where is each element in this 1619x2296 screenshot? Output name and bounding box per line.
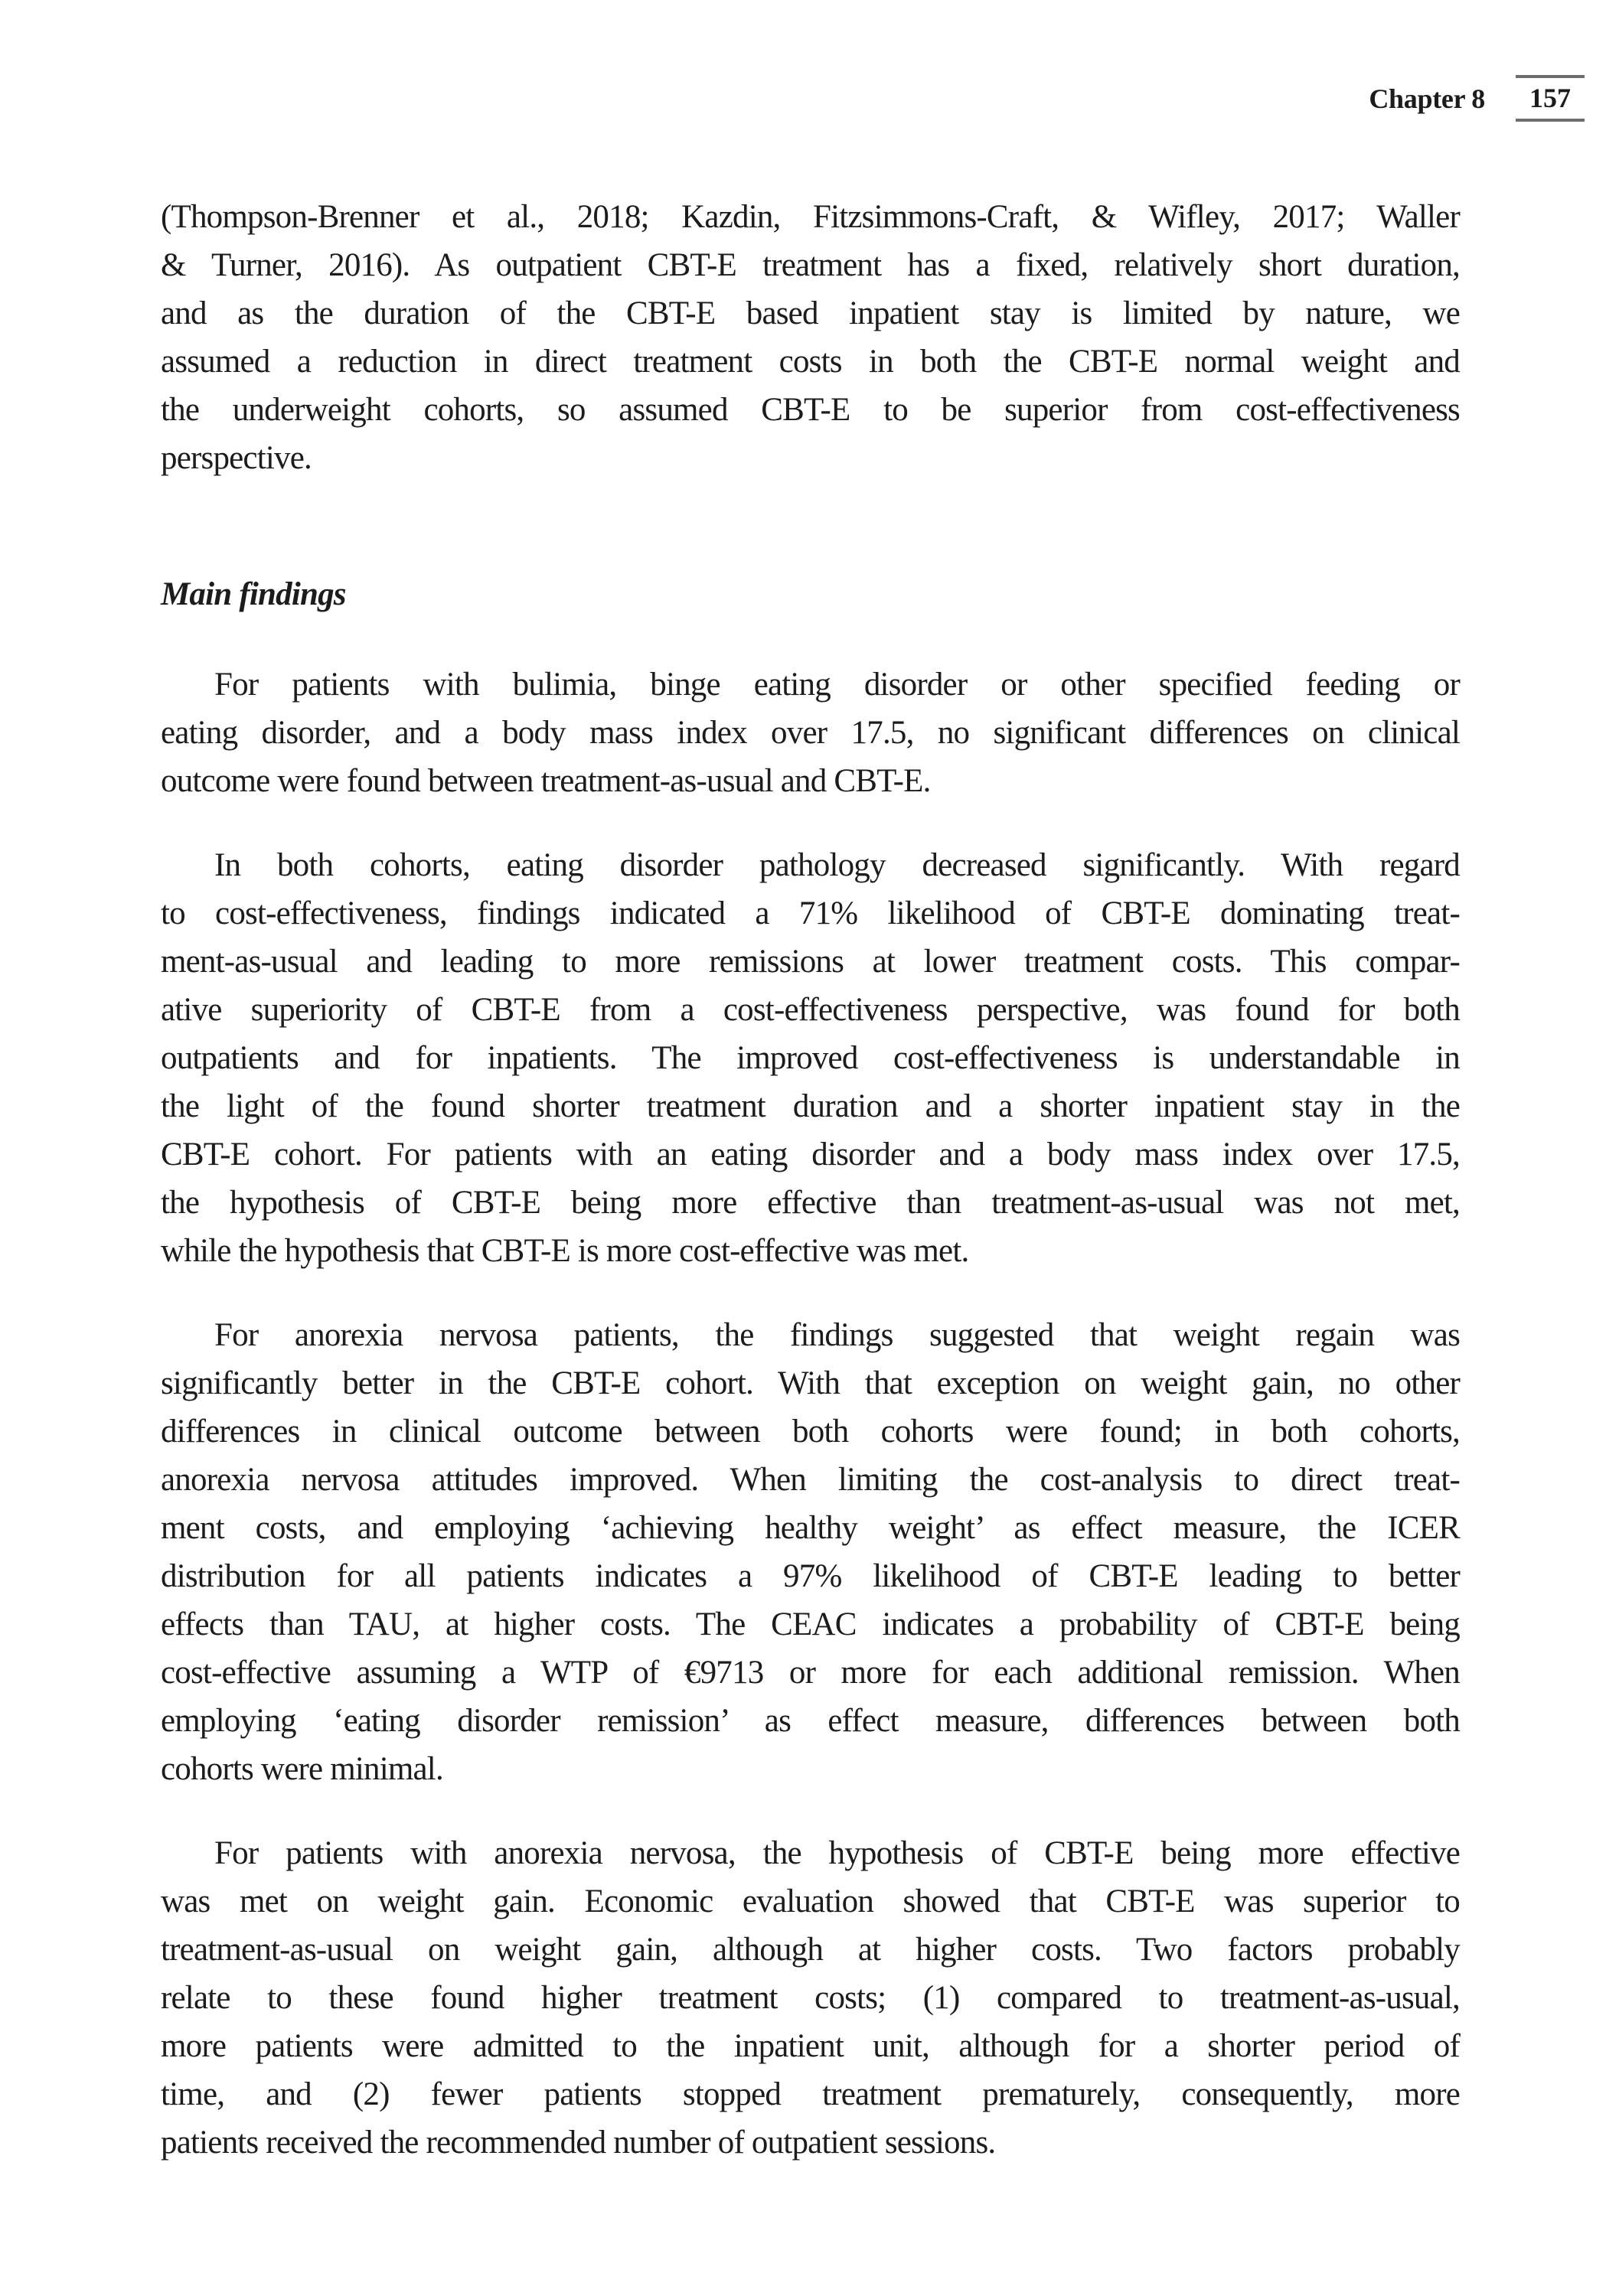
text-line: relate to these found higher treatment costs; (1) compared to treatment-as-usual,	[161, 1980, 1460, 2016]
page-header	[1369, 75, 1585, 122]
text-line: employing ‘eating disorder remission’ as effect measure, differences between both	[161, 1703, 1460, 1739]
text-line: while the hypothesis that CBT-E is more cost-effective was met.	[161, 1233, 969, 1269]
text-line: ment costs, and employing ‘achieving healthy weight’ as effect measure, the ICER	[161, 1510, 1460, 1546]
text-line: In both cohorts, eating disorder pathology decreased significantly. With regard	[214, 847, 1460, 883]
text-line: ment-as-usual and leading to more remissions at lower treatment costs. This compar-	[161, 944, 1460, 980]
text-line: eating disorder, and a body mass index over 17.5, no significant differences on clinical	[161, 715, 1460, 751]
text-line: to cost-effectiveness, findings indicated a 71% likelihood of CBT-E dominating treat-	[161, 895, 1460, 931]
text-line: significantly better in the CBT-E cohort. With that exception on weight gain, no other	[161, 1365, 1460, 1401]
text-line: ative superiority of CBT-E from a cost-effectiveness perspective, was found for both	[161, 992, 1460, 1028]
text-line: more patients were admitted to the inpatient unit, although for a shorter period of	[161, 2028, 1460, 2064]
text-line: anorexia nervosa attitudes improved. When limiting the cost-analysis to direct treat-	[161, 1462, 1460, 1498]
text-line: patients received the recommended number of outpatient sessions.	[161, 2125, 996, 2161]
text-line: time, and (2) fewer patients stopped treatment prematurely, consequently, more	[161, 2076, 1460, 2112]
text-line: outcome were found between treatment-as-usual and CBT-E.	[161, 763, 931, 799]
text-line: cohorts were minimal.	[161, 1751, 443, 1787]
text-line: the hypothesis of CBT-E being more effective than treatment-as-usual was not met,	[161, 1185, 1460, 1221]
text-line: & Turner, 2016). As outpatient CBT-E treatment has a fixed, relatively short duration,	[161, 247, 1460, 283]
text-line: For patients with anorexia nervosa, the hypothesis of CBT-E being more effective	[214, 1835, 1460, 1871]
page-number: 157	[1529, 83, 1571, 113]
paragraph	[161, 1829, 1460, 2167]
text-line: For patients with bulimia, binge eating disorder or other specified feeding or	[214, 667, 1460, 703]
page-body	[161, 193, 1460, 2203]
paragraph	[161, 193, 1460, 482]
text-line: perspective.	[161, 440, 312, 476]
text-line: the underweight cohorts, so assumed CBT-E to be superior from cost-effectiveness	[161, 392, 1460, 428]
text-line: CBT-E cohort. For patients with an eating disorder and a body mass index over 17.5,	[161, 1137, 1460, 1172]
section-heading: Main findings	[161, 576, 346, 612]
paragraph	[161, 660, 1460, 805]
text-line: distribution for all patients indicates a 97% likelihood of CBT-E leading to better	[161, 1558, 1460, 1594]
text-line: effects than TAU, at higher costs. The CEAC indicates a probability of CBT-E being	[161, 1606, 1460, 1642]
text-line: cost-effective assuming a WTP of €9713 or more for each additional remission. When	[161, 1655, 1460, 1691]
text-line: was met on weight gain. Economic evaluation showed that CBT-E was superior to	[161, 1883, 1460, 1919]
text-line: (Thompson-Brenner et al., 2018; Kazdin, Fitzsimmons-Craft, & Wifley, 2017; Waller	[161, 199, 1460, 235]
text-line: differences in clinical outcome between both cohorts were found; in both cohorts,	[161, 1414, 1460, 1450]
text-line: outpatients and for inpatients. The improved cost-effectiveness is understandable in	[161, 1040, 1460, 1076]
paragraph	[161, 1311, 1460, 1793]
paragraph	[161, 841, 1460, 1275]
text-line: For anorexia nervosa patients, the findings suggested that weight regain was	[214, 1317, 1460, 1353]
chapter-label: Chapter 8	[1369, 83, 1485, 114]
text-line: and as the duration of the CBT-E based inpatient stay is limited by nature, we	[161, 295, 1460, 331]
text-line: treatment-as-usual on weight gain, although at higher costs. Two factors probably	[161, 1932, 1460, 1968]
text-line: assumed a reduction in direct treatment costs in both the CBT-E normal weight and	[161, 344, 1460, 380]
text-line: the light of the found shorter treatment duration and a shorter inpatient stay in the	[161, 1088, 1460, 1124]
page-number-box	[1516, 75, 1585, 122]
